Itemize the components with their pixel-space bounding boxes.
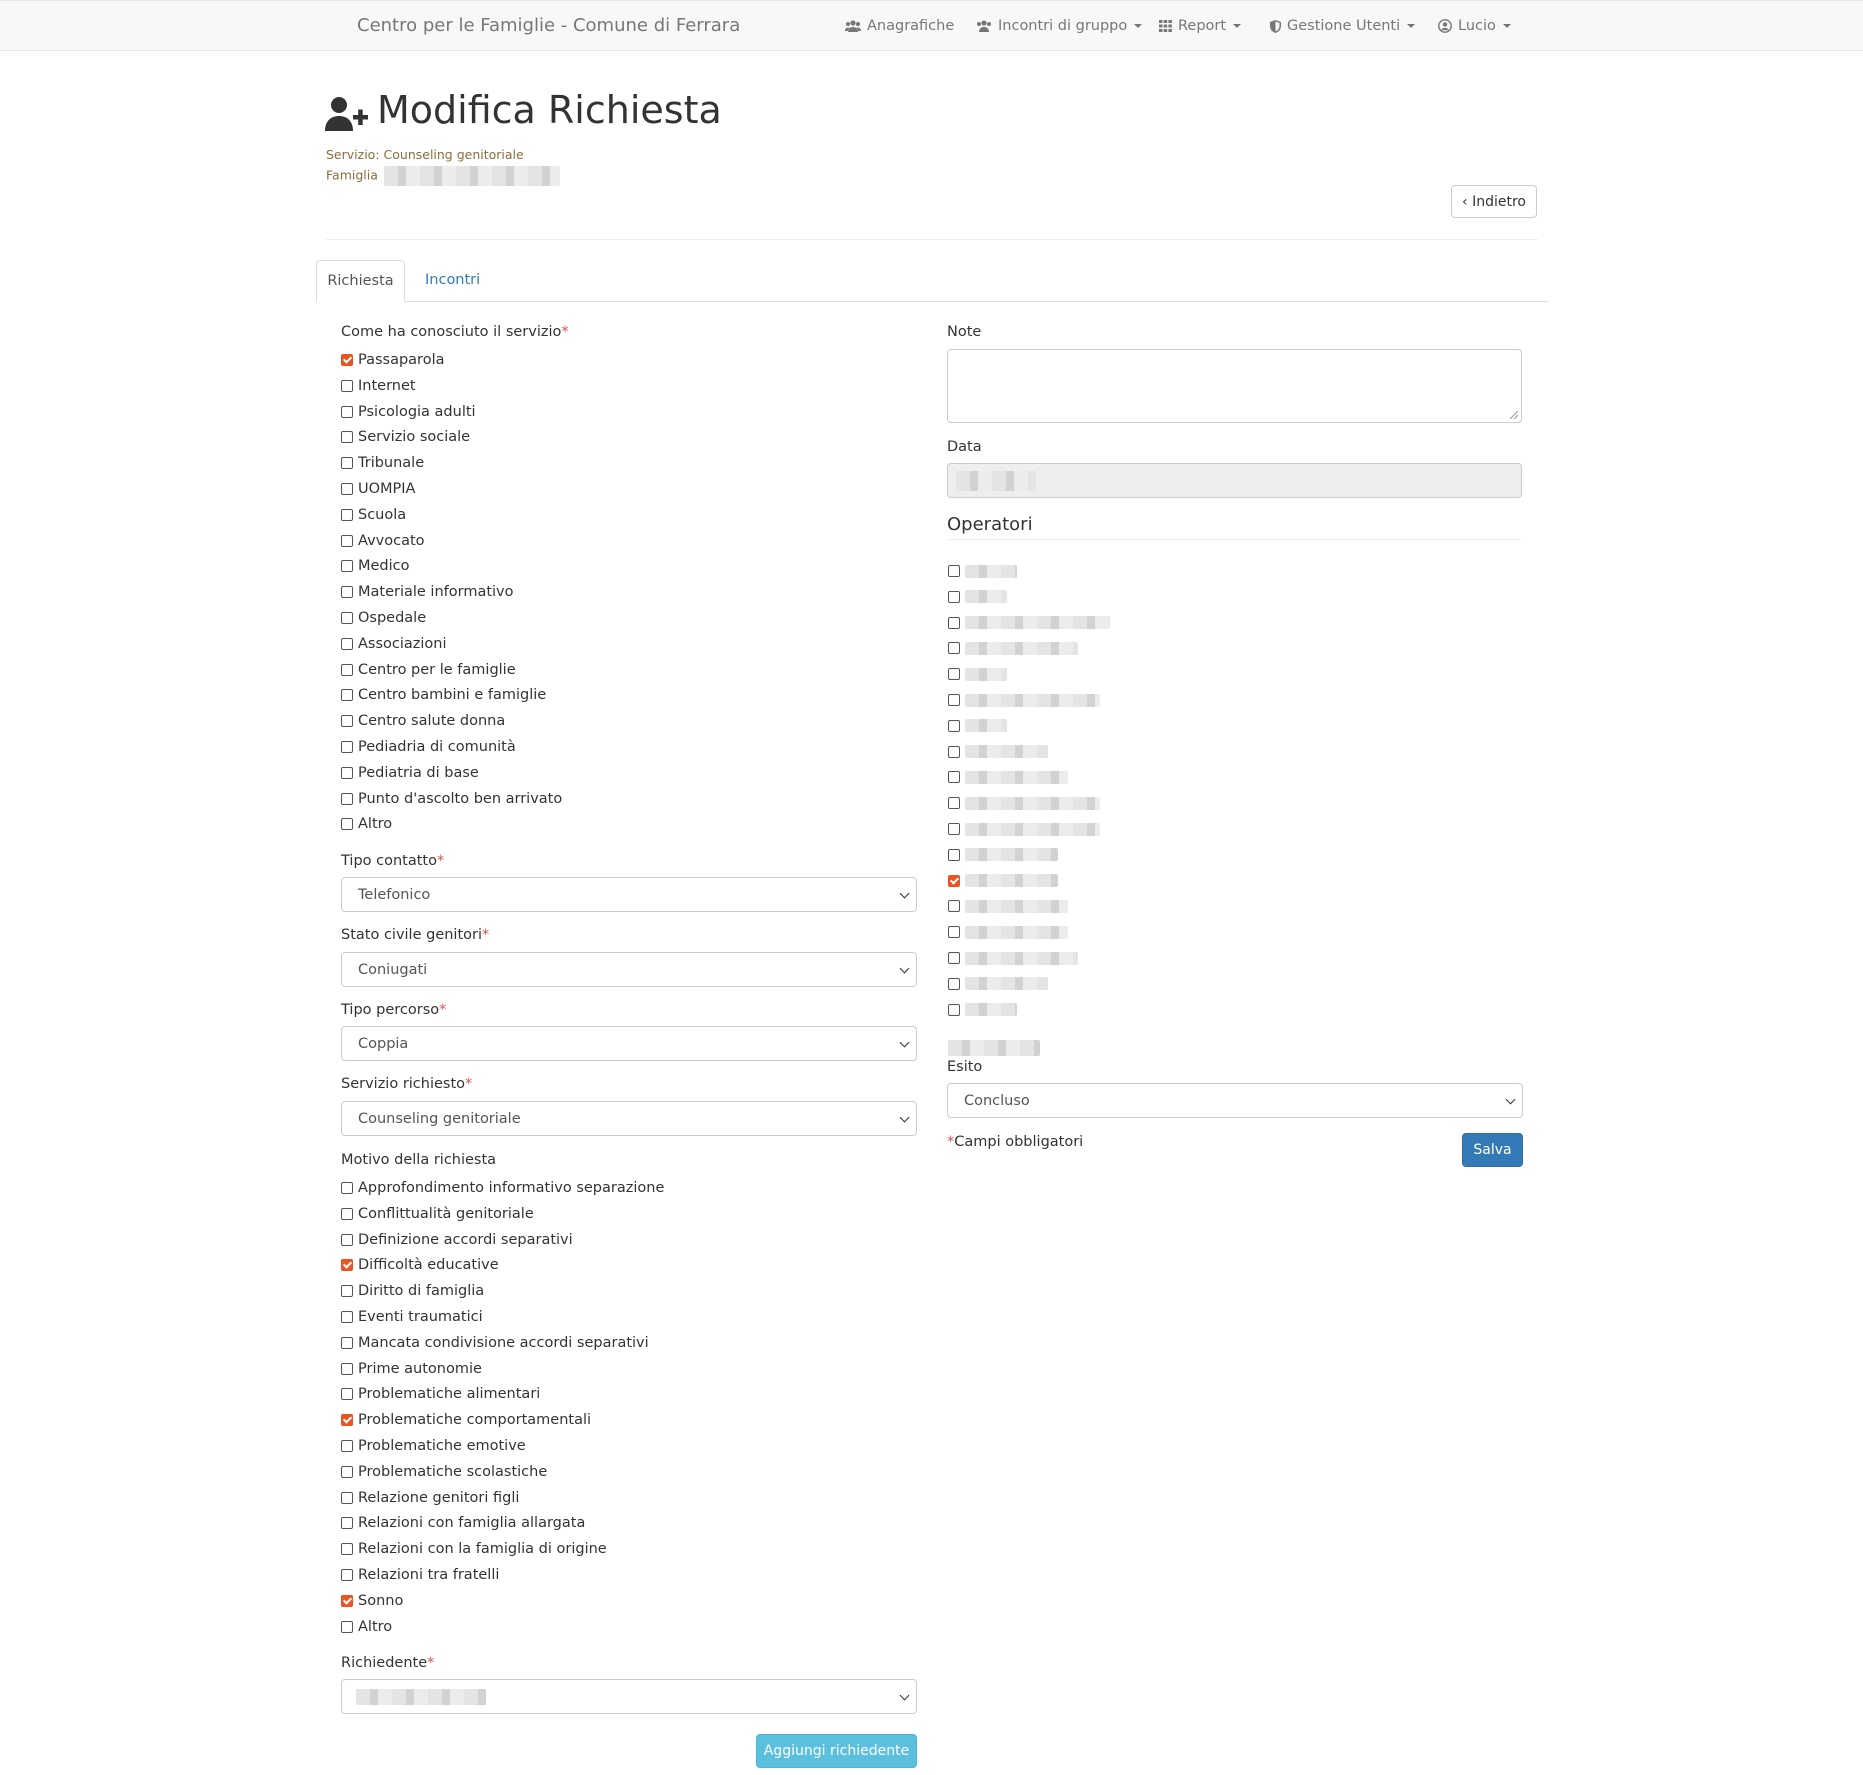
- note-label: Note: [947, 324, 982, 340]
- checkbox-checked[interactable]: [341, 1595, 353, 1607]
- checkbox-label: Problematiche scolastiche: [358, 1463, 548, 1480]
- operatore-option[interactable]: [948, 895, 1068, 917]
- operatore-name-redacted: [965, 977, 1048, 990]
- operatore-option[interactable]: [948, 689, 1100, 711]
- operatore-name-redacted: [965, 590, 1007, 603]
- nav-anagrafiche[interactable]: [845, 18, 954, 34]
- operatore-option[interactable]: [948, 741, 1048, 763]
- caret-down-icon: [1134, 24, 1142, 28]
- checkbox-label: Avvocato: [358, 532, 425, 549]
- checkbox-label: Conflittualità genitoriale: [358, 1205, 534, 1222]
- operatore-option[interactable]: [948, 818, 1100, 840]
- checkbox-checked[interactable]: [341, 354, 353, 366]
- nav-report[interactable]: [1159, 18, 1241, 34]
- checkbox-label: Pediatria di base: [358, 764, 479, 781]
- operatore-option[interactable]: [948, 715, 1007, 737]
- esito-select[interactable]: [947, 1083, 1523, 1118]
- checkbox-option[interactable]: [341, 1383, 540, 1405]
- operatore-option[interactable]: [948, 586, 1007, 608]
- data-input: [947, 463, 1522, 498]
- operatore-name-redacted: [965, 719, 1007, 732]
- nav-user-menu[interactable]: [1438, 18, 1511, 34]
- tabs-border: [316, 301, 1548, 302]
- servizio-value: Counseling genitoriale: [383, 147, 524, 162]
- checkbox[interactable]: [341, 689, 353, 701]
- famiglia-value-redacted: [384, 166, 560, 186]
- chevron-down-icon: [1506, 1095, 1516, 1105]
- operatore-option[interactable]: [948, 870, 1058, 892]
- checkbox-option[interactable]: [341, 659, 516, 681]
- checkbox-label: Servizio sociale: [358, 429, 471, 446]
- tipo-contatto-value: Telefonico: [358, 886, 431, 903]
- checkbox-option[interactable]: [341, 762, 479, 784]
- checkbox-label: Relazioni con la famiglia di origine: [358, 1541, 607, 1558]
- checkbox[interactable]: [341, 509, 353, 521]
- operatore-name-redacted: [965, 668, 1007, 681]
- checkbox-option[interactable]: [341, 1461, 547, 1483]
- checkbox-label: Problematiche alimentari: [358, 1386, 541, 1403]
- nav-gestione-utenti[interactable]: [1270, 18, 1415, 34]
- checkbox[interactable]: [341, 1492, 353, 1504]
- tipo-contatto-select[interactable]: [341, 877, 917, 912]
- chevron-down-icon: [900, 1113, 910, 1123]
- aggiungi-richiedente-button[interactable]: Aggiungi richiedente: [756, 1734, 917, 1768]
- checkbox[interactable]: [341, 457, 353, 469]
- operatore-name-redacted: [965, 823, 1100, 836]
- checkbox-option[interactable]: [341, 478, 415, 500]
- checkbox-option[interactable]: [341, 1590, 403, 1612]
- checkbox-label: Mancata condivisione accordi separativi: [358, 1334, 649, 1351]
- checkbox-option[interactable]: [341, 1487, 519, 1509]
- checkbox[interactable]: [341, 1543, 353, 1555]
- checkbox-option[interactable]: [341, 452, 424, 474]
- operatore-option[interactable]: [948, 612, 1110, 634]
- checkbox-label: Punto d'ascolto ben arrivato: [358, 790, 563, 807]
- users-icon: [976, 20, 992, 32]
- servizio-richiesto-select[interactable]: [341, 1101, 917, 1136]
- stato-civile-value: Coniugati: [358, 961, 428, 978]
- checkbox-option[interactable]: [341, 1538, 607, 1560]
- checkbox[interactable]: [341, 483, 353, 495]
- checkbox-checked[interactable]: [341, 1259, 353, 1271]
- nav-gestione-utenti-label: Gestione Utenti: [1287, 18, 1401, 34]
- come-conosciuto-label: Come ha conosciuto il servizio*: [341, 324, 569, 340]
- resize-handle-icon[interactable]: [1510, 411, 1518, 419]
- checkbox[interactable]: [948, 591, 960, 603]
- checkbox[interactable]: [948, 797, 960, 809]
- tipo-percorso-select[interactable]: [341, 1026, 917, 1061]
- tipo-percorso-label: Tipo percorso*: [341, 1002, 447, 1018]
- grid-icon: [1159, 20, 1172, 32]
- checkbox[interactable]: [341, 535, 353, 547]
- checkbox-label: Pediadria di comunità: [358, 739, 516, 755]
- checkbox[interactable]: [948, 849, 960, 861]
- checkbox-option[interactable]: [341, 1358, 482, 1380]
- checkbox[interactable]: [948, 823, 960, 835]
- checkbox[interactable]: [948, 565, 960, 577]
- navbar: [0, 0, 1863, 51]
- checkbox[interactable]: [341, 586, 353, 598]
- checkbox-label: Sonno: [358, 1592, 404, 1609]
- checkbox-label: Associazioni: [358, 635, 447, 652]
- operatore-name-redacted: [965, 848, 1058, 861]
- checkbox-checked[interactable]: [948, 875, 960, 887]
- checkbox-option[interactable]: [341, 1254, 499, 1276]
- user-circle-icon: [1438, 19, 1452, 33]
- operatore-name-redacted: [965, 797, 1100, 810]
- salva-button[interactable]: Salva: [1462, 1133, 1523, 1167]
- richiedente-select[interactable]: [341, 1679, 917, 1714]
- nav-report-label: Report: [1178, 18, 1227, 34]
- checkbox-label: Centro bambini e famiglie: [358, 687, 547, 704]
- checkbox-label: Relazioni con famiglia allargata: [358, 1515, 586, 1532]
- checkbox[interactable]: [341, 1517, 353, 1529]
- operatore-name-redacted: [965, 642, 1078, 655]
- checkbox[interactable]: [341, 1234, 353, 1246]
- checkbox[interactable]: [948, 926, 960, 938]
- checkbox-option[interactable]: [341, 401, 476, 423]
- operatore-name-redacted: [965, 874, 1058, 887]
- checkbox-label: Prime autonomie: [358, 1360, 482, 1377]
- checkbox-label: Altro: [358, 816, 393, 833]
- checkbox-label: Centro per le famiglie: [358, 661, 516, 678]
- operatore-redacted: [948, 1040, 1040, 1056]
- operatore-option[interactable]: [948, 973, 1048, 995]
- divider: [947, 539, 1522, 540]
- chevron-down-icon: [900, 889, 910, 899]
- checkbox-label: Difficoltà educative: [358, 1257, 499, 1274]
- checkbox[interactable]: [341, 1363, 353, 1375]
- checkbox[interactable]: [948, 1004, 960, 1016]
- checkbox[interactable]: [341, 1388, 353, 1400]
- famiglia-info: [326, 166, 560, 186]
- checkbox-label: Internet: [358, 377, 416, 394]
- operatore-option[interactable]: [948, 560, 1017, 582]
- checkbox-option[interactable]: [341, 710, 505, 732]
- divider: [326, 239, 1538, 240]
- checkbox[interactable]: [341, 560, 353, 572]
- checkbox-label: Relazioni tra fratelli: [358, 1567, 500, 1583]
- campi-obbligatori-note: *Campi obbligatori: [947, 1134, 1084, 1150]
- esito-value: Concluso: [964, 1092, 1030, 1109]
- nav-anagrafiche-label: Anagrafiche: [867, 18, 955, 34]
- checkbox-label: Psicologia adulti: [358, 403, 476, 420]
- checkbox-option[interactable]: [341, 1332, 649, 1354]
- checkbox-option[interactable]: [341, 555, 410, 577]
- stato-civile-label: Stato civile genitori*: [341, 927, 490, 943]
- tab-incontri[interactable]: Incontri: [425, 272, 481, 288]
- checkbox-option[interactable]: [341, 1564, 499, 1586]
- checkbox[interactable]: [341, 1466, 353, 1478]
- checkbox-label: Medico: [358, 558, 410, 575]
- checkbox[interactable]: [341, 767, 353, 779]
- operatore-name-redacted: [965, 565, 1017, 578]
- chevron-down-icon: [900, 1691, 910, 1701]
- back-button[interactable]: ‹ Indietro: [1451, 185, 1537, 218]
- chevron-down-icon: [900, 964, 910, 974]
- operatore-option[interactable]: [948, 921, 1068, 943]
- checkbox-option[interactable]: [341, 1203, 534, 1225]
- checkbox[interactable]: [341, 1440, 353, 1452]
- checkbox[interactable]: [341, 1182, 353, 1194]
- operatore-option[interactable]: [948, 844, 1058, 866]
- checkbox[interactable]: [341, 741, 353, 753]
- operatore-option[interactable]: [948, 792, 1100, 814]
- checkbox-label: Problematiche emotive: [358, 1438, 526, 1454]
- checkbox[interactable]: [341, 664, 353, 676]
- checkbox-option[interactable]: [341, 1177, 664, 1199]
- checkbox[interactable]: [341, 1337, 353, 1349]
- checkbox[interactable]: [341, 1621, 353, 1633]
- checkbox-option[interactable]: [341, 607, 426, 629]
- checkbox[interactable]: [948, 952, 960, 964]
- checkbox-label: Problematiche comportamentali: [358, 1412, 592, 1429]
- checkbox[interactable]: [341, 1311, 353, 1323]
- checkbox-label: Passaparola: [358, 352, 445, 368]
- checkbox-option[interactable]: [341, 1435, 526, 1457]
- stato-civile-select[interactable]: [341, 952, 917, 987]
- checkbox-label: Eventi traumatici: [358, 1309, 483, 1325]
- checkbox[interactable]: [341, 431, 353, 443]
- checkbox-option[interactable]: [341, 684, 546, 706]
- checkbox-option[interactable]: [341, 581, 514, 603]
- checkbox[interactable]: [341, 715, 353, 727]
- checkbox-label: UOMPIA: [358, 481, 416, 497]
- operatore-option[interactable]: [948, 999, 1017, 1021]
- checkbox-option[interactable]: [341, 1280, 484, 1302]
- esito-label: Esito: [947, 1059, 983, 1075]
- checkbox-option[interactable]: [341, 530, 425, 552]
- checkbox-option[interactable]: [341, 813, 392, 835]
- checkbox-checked[interactable]: [341, 1414, 353, 1426]
- tab-richiesta[interactable]: Richiesta: [316, 260, 405, 302]
- checkbox[interactable]: [948, 900, 960, 912]
- users-icon: [845, 20, 861, 32]
- checkbox-label: Ospedale: [358, 610, 427, 626]
- operatori-heading: Operatori: [947, 514, 1033, 535]
- checkbox[interactable]: [341, 638, 353, 650]
- checkbox-label: Diritto di famiglia: [358, 1283, 485, 1300]
- checkbox-label: Relazione genitori figli: [358, 1489, 520, 1506]
- checkbox[interactable]: [341, 1208, 353, 1220]
- operatore-name-redacted: [965, 616, 1110, 629]
- servizio-label: Servizio:: [326, 147, 380, 162]
- nav-incontri-label: Incontri di gruppo: [998, 18, 1128, 34]
- checkbox-label: Materiale informativo: [358, 584, 514, 601]
- operatore-option[interactable]: [948, 663, 1007, 685]
- user-plus-icon: [325, 97, 368, 131]
- operatore-name-redacted: [965, 694, 1100, 707]
- checkbox-label: Approfondimento informativo separazione: [358, 1180, 665, 1196]
- note-textarea[interactable]: [947, 349, 1522, 423]
- chevron-down-icon: [900, 1038, 910, 1048]
- checkbox-option[interactable]: [341, 375, 416, 397]
- checkbox[interactable]: [948, 668, 960, 680]
- checkbox[interactable]: [948, 771, 960, 783]
- checkbox[interactable]: [341, 793, 353, 805]
- richiedente-label: Richiedente*: [341, 1655, 435, 1671]
- shield-icon: [1270, 20, 1281, 33]
- checkbox-label: Centro salute donna: [358, 713, 506, 730]
- checkbox-option[interactable]: [341, 1616, 392, 1638]
- caret-down-icon: [1233, 24, 1241, 28]
- operatore-option[interactable]: [948, 766, 1068, 788]
- motivo-label: Motivo della richiesta: [341, 1152, 497, 1168]
- checkbox-option[interactable]: [341, 1409, 591, 1431]
- checkbox-option[interactable]: [341, 633, 447, 655]
- checkbox[interactable]: [341, 818, 353, 830]
- navbar-brand[interactable]: Centro per le Famiglie - Comune di Ferrara: [357, 15, 741, 36]
- checkbox-label: Definizione accordi separativi: [358, 1231, 573, 1248]
- checkbox-label: Altro: [358, 1618, 393, 1635]
- checkbox-option[interactable]: [341, 349, 445, 371]
- checkbox[interactable]: [341, 1569, 353, 1581]
- checkbox-option[interactable]: [341, 1512, 585, 1534]
- checkbox[interactable]: [948, 617, 960, 629]
- checkbox[interactable]: [948, 694, 960, 706]
- operatore-name-redacted: [965, 926, 1068, 939]
- checkbox-option[interactable]: [341, 788, 562, 810]
- checkbox[interactable]: [341, 612, 353, 624]
- checkbox[interactable]: [341, 380, 353, 392]
- servizio-richiesto-label: Servizio richiesto*: [341, 1076, 473, 1092]
- checkbox[interactable]: [948, 642, 960, 654]
- operatore-name-redacted: [965, 900, 1068, 913]
- checkbox-label: Scuola: [358, 506, 407, 523]
- checkbox[interactable]: [948, 978, 960, 990]
- checkbox-option[interactable]: [341, 1306, 483, 1328]
- checkbox-label: Tribunale: [358, 455, 425, 472]
- operatore-name-redacted: [965, 952, 1078, 965]
- caret-down-icon: [1503, 24, 1511, 28]
- famiglia-label: Famiglia: [326, 167, 378, 183]
- checkbox[interactable]: [341, 1285, 353, 1297]
- richiedente-value-redacted: [356, 1689, 486, 1705]
- servizio-info: [326, 147, 524, 162]
- tipo-contatto-label: Tipo contatto*: [341, 853, 445, 869]
- checkbox[interactable]: [948, 746, 960, 758]
- checkbox-option[interactable]: [341, 1229, 573, 1251]
- operatore-name-redacted: [965, 771, 1068, 784]
- checkbox[interactable]: [948, 720, 960, 732]
- checkbox[interactable]: [341, 406, 353, 418]
- checkbox-option[interactable]: [341, 504, 406, 526]
- servizio-richiesto-value: Counseling genitoriale: [358, 1110, 521, 1127]
- checkbox-option[interactable]: [341, 426, 470, 448]
- operatore-name-redacted: [965, 745, 1048, 758]
- nav-incontri-di-gruppo[interactable]: [976, 18, 1142, 34]
- operatore-name-redacted: [965, 1003, 1017, 1016]
- tipo-percorso-value: Coppia: [358, 1035, 409, 1052]
- operatore-option[interactable]: [948, 947, 1078, 969]
- operatore-option[interactable]: [948, 637, 1078, 659]
- data-value-redacted: [956, 471, 1036, 491]
- caret-down-icon: [1407, 24, 1415, 28]
- nav-user-label: Lucio: [1458, 18, 1496, 34]
- page-title: Modifica Richiesta: [377, 88, 722, 132]
- checkbox-option[interactable]: [341, 736, 516, 758]
- data-label: Data: [947, 439, 982, 455]
